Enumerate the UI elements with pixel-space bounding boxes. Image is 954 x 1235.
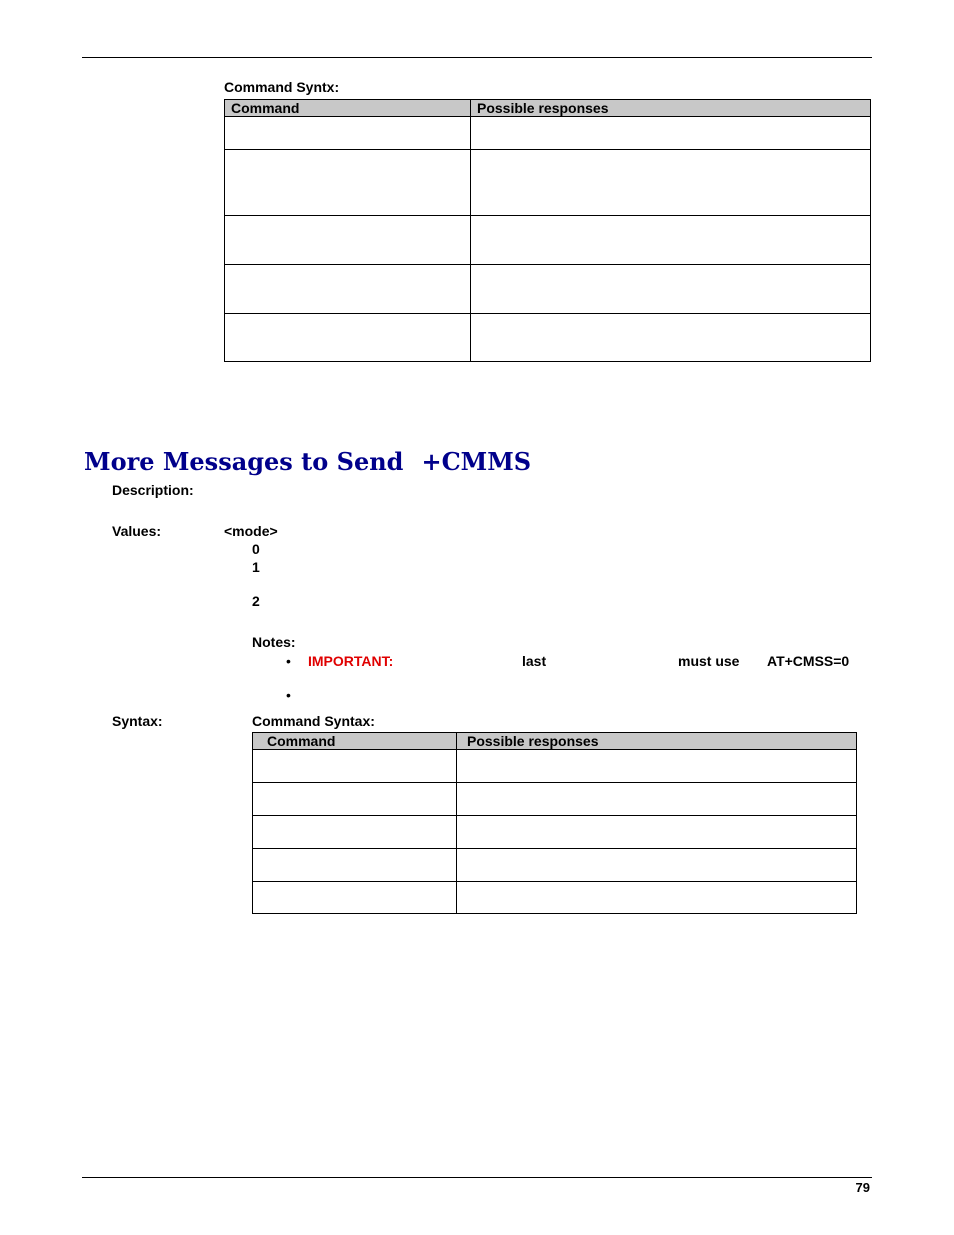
- table-row: [253, 783, 857, 816]
- command-cell: [253, 816, 457, 849]
- table-row: [253, 849, 857, 882]
- response-cell: [457, 816, 857, 849]
- table-row: [253, 750, 857, 783]
- mode-value-1: 1: [252, 559, 260, 575]
- note-word-must-use: must use: [678, 653, 740, 669]
- mode-value-2: 2: [252, 593, 260, 609]
- syntax-command-table: [252, 732, 857, 914]
- command-cell: [225, 150, 471, 216]
- table-row: [225, 150, 871, 216]
- section-title: [84, 446, 531, 478]
- command-cell: [225, 314, 471, 362]
- values-label: Values:: [112, 523, 162, 539]
- section-command-name: +CMMS: [421, 447, 532, 476]
- response-cell: [471, 117, 871, 150]
- table-header-row: [253, 733, 857, 750]
- syntax-table-caption: Command Syntax:: [252, 713, 375, 729]
- footer-rule: [82, 1177, 872, 1178]
- bullet-icon: •: [286, 653, 291, 669]
- response-cell: [471, 216, 871, 265]
- response-cell: [457, 750, 857, 783]
- command-cell: [253, 882, 457, 914]
- table-row: [225, 216, 871, 265]
- response-cell: [471, 265, 871, 314]
- bullet-icon: •: [286, 687, 291, 703]
- table-row: [225, 314, 871, 362]
- table-row: [225, 117, 871, 150]
- column-header-command: Command: [225, 100, 471, 117]
- mode-value-0: 0: [252, 541, 260, 557]
- note-command: AT+CMSS=0: [767, 653, 850, 669]
- column-header-command: Command: [253, 733, 457, 750]
- notes-label: Notes:: [252, 634, 296, 650]
- page-number: 79: [855, 1180, 870, 1195]
- command-cell: [253, 750, 457, 783]
- top-table-caption: Command Syntx:: [224, 79, 340, 95]
- command-cell: [225, 216, 471, 265]
- important-label: IMPORTANT:: [308, 653, 394, 669]
- response-cell: [471, 150, 871, 216]
- response-cell: [457, 882, 857, 914]
- table-header-row: [225, 100, 871, 117]
- response-cell: [471, 314, 871, 362]
- description-label: Description:: [112, 482, 194, 498]
- table-row: [225, 265, 871, 314]
- table-row: [253, 882, 857, 914]
- mode-param: <mode>: [224, 523, 278, 539]
- command-cell: [253, 783, 457, 816]
- column-header-responses: Possible responses: [471, 100, 871, 117]
- command-cell: [225, 117, 471, 150]
- response-cell: [457, 783, 857, 816]
- header-rule: [82, 57, 872, 58]
- response-cell: [457, 849, 857, 882]
- note-word-last: last: [522, 653, 547, 669]
- section-title-text: More Messages to Send: [84, 447, 404, 476]
- syntax-label: Syntax:: [112, 713, 163, 729]
- column-header-responses: Possible responses: [457, 733, 857, 750]
- table-row: [253, 816, 857, 849]
- command-cell: [253, 849, 457, 882]
- command-cell: [225, 265, 471, 314]
- top-command-table: [224, 99, 871, 362]
